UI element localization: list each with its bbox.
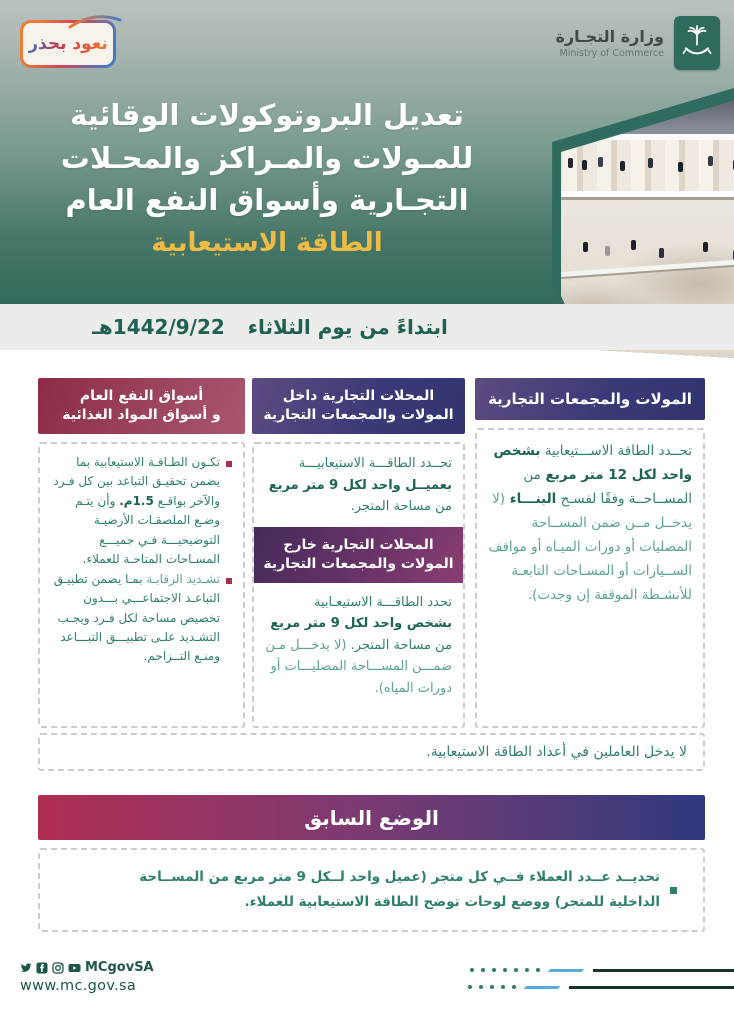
effective-date <box>0 315 540 339</box>
previous-situation-text: تحديــد عــدد العملاء فــي كل متجر (عميل واحد لــكل 9 متر مربع من المســاحة الداخلية للمتجر) ووضع لوحات توضح الطاقة الاستيعابية للعملاء. <box>139 869 660 910</box>
bullet-square-icon <box>226 578 232 584</box>
ministry-logo <box>555 16 720 70</box>
text-segment: من مساحة المتجر. <box>346 637 452 653</box>
title-line-2: للمـولات والمـراكز والمحـلات <box>60 140 474 175</box>
previous-situation-box <box>38 848 705 932</box>
shops-outside-header: المحلات التجارية خارج المولات والمجمعات التجارية <box>252 527 465 583</box>
text-segment: تشـديد الرقابـة <box>142 571 220 586</box>
decor-blue-dash <box>548 969 585 972</box>
saudi-palm-swords-emblem-icon <box>674 16 720 70</box>
footer-decor-line-1 <box>470 968 734 972</box>
previous-situation-header: الوضع السابق <box>38 795 705 840</box>
markets-bullet-2 <box>51 570 232 667</box>
text-segment: بمـا يضمن تطبيـق التباعـد الاجتماعـــي بـــدون تخصيص مساحة لكل فـرد ويجـب التشـديد علـى تطبيـــق التبـــاعد ومنـع التــزاحم. <box>53 571 220 664</box>
section-markets <box>38 378 245 728</box>
text-segment: تحــدد الطاقـــة الاستيعابيـــة <box>298 456 452 471</box>
text-segment: بشخص واحد لكل 9 متر مربع <box>270 616 452 632</box>
bullet-square-icon <box>670 887 677 894</box>
youtube-icon <box>68 962 81 974</box>
shops-inside-body-text <box>265 453 452 518</box>
title-line-1: تعديل البروتوكولات الوقائية <box>70 98 464 132</box>
text-segment: تحدد الطاقـــة الاستيعـابية <box>313 594 452 610</box>
date-label: ابتداءً من يوم الثلاثاء <box>247 315 448 339</box>
text-segment: (لا يدخــل مــن ضمن المســاحة المصليات أو دورات الميـاه أو مواقف الســيارات أو المسـاحات التابعـة للأنشـطة الموقفة إن وجدت). <box>488 491 692 604</box>
text-segment: من مساحة المتجر. <box>350 499 452 515</box>
workers-note-box <box>38 733 705 771</box>
section-malls <box>475 378 705 728</box>
text-segment: بعميــل واحد لكل 9 متر مربع <box>268 477 452 493</box>
text-segment: البنـــاء <box>505 491 557 508</box>
shops-outside-body-text <box>265 592 452 700</box>
text-segment: تحــدد الطاقة الاســـتيعابية <box>540 443 692 459</box>
bullet-square-icon <box>226 461 232 467</box>
badge-swoosh-icon <box>68 13 122 29</box>
badge-label: نعود بحذر <box>28 34 108 54</box>
shops-body-box <box>252 442 465 728</box>
shops-inside-header: المحلات التجارية داخل المولات والمجمعات التجارية <box>252 378 465 434</box>
facebook-icon <box>36 962 48 974</box>
workers-note-text: لا يدخل العاملين في أعداد الطاقة الاستيعابية. <box>426 744 687 760</box>
footer-contact <box>20 960 154 994</box>
decor-dark-line <box>569 986 734 989</box>
decor-dark-line <box>593 969 734 972</box>
effective-date-bar <box>0 304 734 350</box>
decor-dots <box>470 968 540 972</box>
text-segment: 1.5م. <box>119 493 154 508</box>
markets-header: أسواق النفع العام و أسواق المواد الغذائية <box>38 378 245 434</box>
website-url: www.mc.gov.sa <box>20 978 137 994</box>
ministry-name-english: Ministry of Commerce <box>559 48 664 59</box>
markets-body-box <box>38 442 245 728</box>
text-segment: بشخص واحد لكل 12 متر مربع <box>493 443 692 484</box>
malls-body-text <box>488 439 692 607</box>
page-subtitle: الطاقة الاستيعابية <box>151 227 383 258</box>
footer-decor-line-2 <box>468 985 734 989</box>
markets-bullet-1 <box>51 453 232 570</box>
text-segment: وأن يتـم وضـع الملصقـات الأرضيـة التوضيحيـــة فـي جميـــع المسـاحات المتاحـة للعملاء. <box>75 493 220 567</box>
malls-body-box <box>475 428 705 728</box>
malls-header: المولات والمجمعات التجارية <box>475 378 705 420</box>
section-shops <box>252 378 465 728</box>
text-segment: من المســاحــة وفقًا لفسـح <box>523 467 692 508</box>
instagram-icon <box>52 962 64 974</box>
decor-blue-dash <box>524 986 561 989</box>
text-segment: تكـون الطـاقـة الاستيعابية بما يضمن تحقيـق التباعد بين كل فـرد والآخر بواقـع <box>53 455 220 508</box>
social-media-row <box>20 960 154 975</box>
return-with-caution-badge <box>20 20 116 68</box>
title-line-3: التجـارية وأسواق النفع العام <box>65 183 469 218</box>
social-handle: MCgovSA <box>85 960 154 975</box>
date-value: 1442/9/22هـ <box>92 315 225 339</box>
text-segment: (لا يدخـــل مـن ضمـــن المســـاحة المصليـــات أو دورات المياه). <box>265 637 452 697</box>
decor-dots <box>468 985 516 989</box>
page-title-block <box>18 94 516 258</box>
ministry-name <box>555 27 664 59</box>
ministry-name-arabic: وزارة التجـارة <box>555 27 664 46</box>
twitter-icon <box>20 962 32 974</box>
